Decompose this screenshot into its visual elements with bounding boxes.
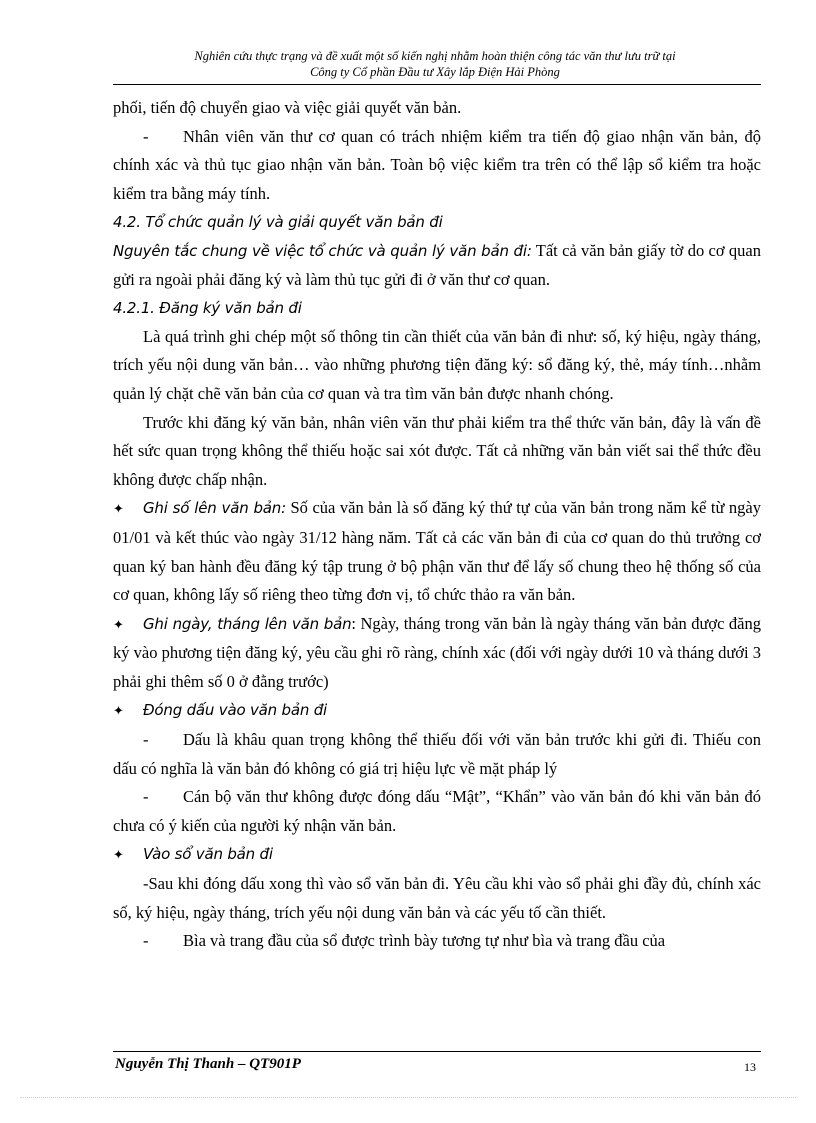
star-bullet-icon: ✦ xyxy=(113,501,124,517)
paragraph-3-text: Tất cả văn bản giấy tờ do cơ quan gửi ra ngoài phải đăng ký và làm thủ tục gửi đi ở văn thư cơ quan. xyxy=(113,240,762,289)
paragraph-9 xyxy=(113,927,761,956)
header-divider xyxy=(113,84,761,85)
bullet-2 xyxy=(113,610,761,697)
header-line-2: Công ty Cổ phần Đầu tư Xây lắp Điện Hải Phòng xyxy=(310,65,560,79)
paragraph-5: Trước khi đăng ký văn bản, nhân viên văn thư phải kiểm tra thể thức văn bản, đây là vấn đề hết sức quan trọng không thể thiếu hoặc sai xót được. Tất cả những văn bản viết sai thể thức đều không được chấp nhận. xyxy=(113,412,761,489)
paragraph-3-lead: Nguyên tắc chung về việc tổ chức và quản lý văn bản đi: xyxy=(113,241,532,260)
paragraph-8-text: Sau khi đóng dấu xong thì vào sổ văn bản đi. Yêu cầu khi vào sổ phải ghi đầy đủ, chính xác số, ký hiệu, ngày tháng, trích yếu nội dung văn bản và các yếu tố cần thiết. xyxy=(113,874,761,922)
footer-divider xyxy=(113,1051,761,1052)
paragraph-3 xyxy=(113,237,761,294)
running-header xyxy=(110,48,760,80)
bullet-1-text: Số của văn bản là số đăng ký thứ tự của văn bản trong năm kể từ ngày 01/01 và kết thúc vào ngày 31/12 hàng năm. Tất cả các văn bản đi của cơ quan do thủ trưởng cơ quan ký ban hành đều đăng ký tập trung ở bộ phận văn thư để lấy số chung theo hệ thống số của cơ quan, không lấy số riêng theo từng đơn vị, tổ chức thảo ra văn bản. xyxy=(113,498,761,605)
paragraph-7 xyxy=(113,783,761,840)
paragraph-7-text: Cán bộ văn thư không được đóng dấu “Mật”, “Khẩn” vào văn bản đó khi văn bản đó chưa có ý kiến của người ký nhận văn bản. xyxy=(113,787,761,835)
paragraph-9-text: Bìa và trang đầu của sổ được trình bày tương tự như bìa và trang đầu của xyxy=(183,931,666,951)
paragraph-4: Là quá trình ghi chép một số thông tin cần thiết của văn bản đi như: số, ký hiệu, ngày tháng, trích yếu nội dung văn bản… vào những phương tiện đăng ký: sổ đăng ký, thẻ, máy tính…nhằm quản lý chặt chẽ văn bản của cơ quan và tra tìm văn bản được nhanh chóng. xyxy=(113,326,761,403)
paragraph-6 xyxy=(113,726,761,783)
bullet-1 xyxy=(113,494,761,609)
bullet-2-text: : Ngày, tháng trong văn bản là ngày tháng văn bản được đăng ký vào phương tiện đăng ký, yêu cầu ghi rõ ràng, chính xác (đối với ngày dưới 10 và tháng dưới 3 phải ghi thêm số 0 ở đằng trước) xyxy=(113,613,761,691)
star-bullet-icon: ✦ xyxy=(113,847,124,863)
paragraph-8 xyxy=(113,870,761,927)
heading-4-2-1: 4.2.1. Đăng ký văn bản đi xyxy=(113,299,302,318)
paragraph-2 xyxy=(113,123,761,209)
footer-author: Nguyễn Thị Thanh – QT901P xyxy=(115,1056,301,1072)
star-bullet-icon: ✦ xyxy=(113,616,124,632)
bullet-3 xyxy=(113,696,761,726)
header-line-1: Nghiên cứu thực trạng và đề xuất một số kiến nghị nhằm hoàn thiện công tác văn thư lưu trữ tại xyxy=(194,49,676,63)
paragraph-6-text: Dấu là khâu quan trọng không thể thiếu đối với văn bản trước khi gửi đi. Thiếu con dấu có nghĩa là văn bản đó không có giá trị hiệu lực về mặt pháp lý xyxy=(113,730,761,778)
heading-4-2: 4.2. Tổ chức quản lý và giải quyết văn bản đi xyxy=(113,213,443,232)
dash-marker: - xyxy=(143,931,149,951)
bullet-3-label: Đóng dấu vào văn bản đi xyxy=(143,701,328,720)
bullet-4 xyxy=(113,840,761,870)
dash-marker: - xyxy=(143,126,149,146)
bullet-1-label: Ghi số lên văn bản: xyxy=(143,499,286,518)
bullet-4-label: Vào sổ văn bản đi xyxy=(143,845,273,864)
dash-marker: - xyxy=(143,874,149,894)
dash-marker: - xyxy=(143,787,149,807)
paragraph-2-text: Nhân viên văn thư cơ quan có trách nhiệm kiểm tra tiến độ giao nhận văn bản, độ chính xác và thủ tục giao nhận văn bản. Toàn bộ việc kiểm tra trên có thể lập sổ kiểm tra hoặc kiểm tra bằng máy tính. xyxy=(113,126,761,203)
star-bullet-icon: ✦ xyxy=(113,703,124,719)
page-number: 13 xyxy=(744,1060,756,1074)
dash-marker: - xyxy=(143,730,149,750)
bullet-2-label: Ghi ngày, tháng lên văn bản xyxy=(143,614,352,633)
document-body xyxy=(113,94,761,956)
paragraph-1: phối, tiến độ chuyển giao và việc giải quyết văn bản. xyxy=(113,98,462,117)
page-edge-dots xyxy=(20,1097,796,1098)
